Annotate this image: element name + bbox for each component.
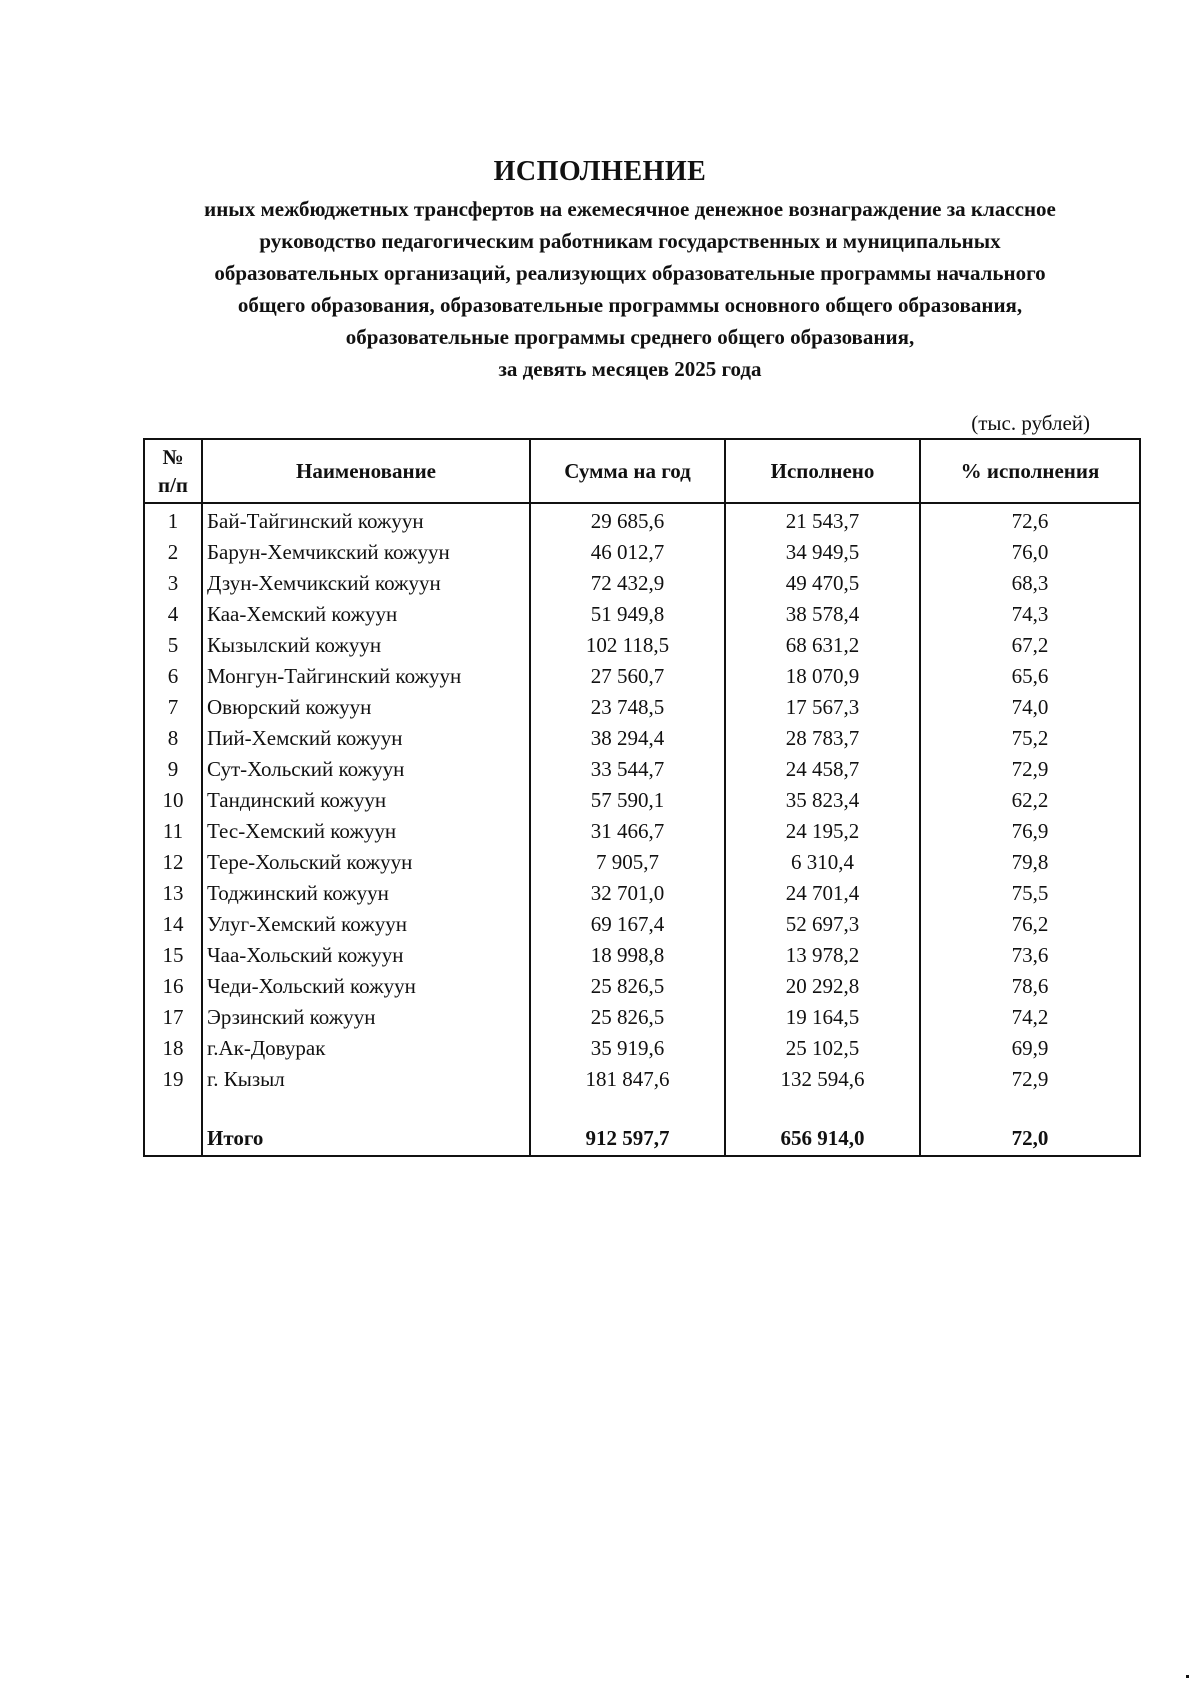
total-num-cell [144,1121,202,1156]
cell-executed: 49 470,5 [725,568,920,599]
cell-num: 17 [144,1002,202,1033]
table-row [144,971,1140,1002]
cell-percent: 73,6 [920,940,1140,971]
cell-executed: 68 631,2 [725,630,920,661]
table-row [144,723,1140,754]
cell-name: Тоджинский кожуун [202,878,530,909]
cell-num: 13 [144,878,202,909]
table-row [144,1002,1140,1033]
cell-percent: 79,8 [920,847,1140,878]
cell-num: 9 [144,754,202,785]
cell-executed: 34 949,5 [725,537,920,568]
table-row [144,909,1140,940]
cell-percent: 72,9 [920,1064,1140,1095]
cell-executed: 13 978,2 [725,940,920,971]
spacer-cell [530,1095,725,1121]
table-row [144,503,1140,537]
cell-num: 5 [144,630,202,661]
table-row [144,537,1140,568]
column-header-num-line2: п/п [157,473,189,497]
cell-year-sum: 7 905,7 [530,847,725,878]
table-spacer-row [144,1095,1140,1121]
cell-name: г. Кызыл [202,1064,530,1095]
spacer-cell [144,1095,202,1121]
cell-executed: 38 578,4 [725,599,920,630]
cell-year-sum: 32 701,0 [530,878,725,909]
cell-percent: 74,0 [920,692,1140,723]
subtitle-line: образовательных организаций, реализующих образовательные программы начального [214,261,1046,285]
document-subtitle [130,193,1130,385]
total-label: Итого [202,1121,530,1156]
table-row [144,816,1140,847]
cell-executed: 17 567,3 [725,692,920,723]
cell-name: Чаа-Хольский кожуун [202,940,530,971]
cell-percent: 76,9 [920,816,1140,847]
cell-executed: 25 102,5 [725,1033,920,1064]
cell-year-sum: 181 847,6 [530,1064,725,1095]
total-year-sum: 912 597,7 [530,1121,725,1156]
cell-name: Каа-Хемский кожуун [202,599,530,630]
subtitle-line: иных межбюджетных трансфертов на ежемесячное денежное вознаграждение за классное [204,197,1056,221]
cell-num: 14 [144,909,202,940]
cell-year-sum: 51 949,8 [530,599,725,630]
cell-name: Монгун-Тайгинский кожуун [202,661,530,692]
cell-num: 11 [144,816,202,847]
cell-year-sum: 27 560,7 [530,661,725,692]
cell-num: 3 [144,568,202,599]
cell-percent: 76,2 [920,909,1140,940]
cell-percent: 75,2 [920,723,1140,754]
cell-percent: 75,5 [920,878,1140,909]
cell-percent: 74,3 [920,599,1140,630]
units-note: (тыс. рублей) [971,411,1090,435]
subtitle-line: общего образования, образовательные программы основного общего образования, [237,293,1023,317]
table-row [144,568,1140,599]
table-row [144,754,1140,785]
cell-num: 19 [144,1064,202,1095]
cell-name: Тандинский кожуун [202,785,530,816]
column-header-num-line1: № [162,445,184,469]
cell-executed: 28 783,7 [725,723,920,754]
cell-name: Барун-Хемчикский кожуун [202,537,530,568]
cell-year-sum: 25 826,5 [530,971,725,1002]
cell-name: Эрзинский кожуун [202,1002,530,1033]
spacer-cell [920,1095,1140,1121]
cell-percent: 62,2 [920,785,1140,816]
cell-name: Чеди-Хольский кожуун [202,971,530,1002]
cell-percent: 67,2 [920,630,1140,661]
cell-name: Овюрский кожуун [202,692,530,723]
cell-name: Улуг-Хемский кожуун [202,909,530,940]
cell-name: Дзун-Хемчикский кожуун [202,568,530,599]
cell-year-sum: 35 919,6 [530,1033,725,1064]
table-row [144,599,1140,630]
cell-name: Кызылский кожуун [202,630,530,661]
table-row [144,1064,1140,1095]
cell-year-sum: 38 294,4 [530,723,725,754]
table-row [144,630,1140,661]
column-header-year-sum: Сумма на год [530,439,725,503]
cell-executed: 21 543,7 [725,503,920,537]
table-row [144,878,1140,909]
cell-executed: 52 697,3 [725,909,920,940]
cell-executed: 24 195,2 [725,816,920,847]
cell-num: 4 [144,599,202,630]
table-row [144,785,1140,816]
cell-percent: 72,6 [920,503,1140,537]
cell-year-sum: 25 826,5 [530,1002,725,1033]
cell-executed: 35 823,4 [725,785,920,816]
cell-year-sum: 69 167,4 [530,909,725,940]
cell-num: 8 [144,723,202,754]
subtitle-line: руководство педагогическим работникам государственных и муниципальных [259,229,1001,253]
cell-num: 2 [144,537,202,568]
table-body [144,503,1140,1156]
cell-year-sum: 23 748,5 [530,692,725,723]
cell-executed: 24 458,7 [725,754,920,785]
cell-percent: 76,0 [920,537,1140,568]
cell-name: Тере-Хольский кожуун [202,847,530,878]
cell-percent: 72,9 [920,754,1140,785]
subtitle-line: образовательные программы среднего общего образования, [345,325,915,349]
total-executed: 656 914,0 [725,1121,920,1156]
cell-percent: 74,2 [920,1002,1140,1033]
cell-name: Пий-Хемский кожуун [202,723,530,754]
table-row [144,847,1140,878]
cell-num: 10 [144,785,202,816]
scan-speck [1186,1675,1189,1678]
table-row [144,940,1140,971]
cell-name: Тес-Хемский кожуун [202,816,530,847]
report-table [143,438,1141,1157]
table-row [144,1033,1140,1064]
column-header-name: Наименование [202,439,530,503]
table-row [144,692,1140,723]
cell-year-sum: 72 432,9 [530,568,725,599]
cell-year-sum: 102 118,5 [530,630,725,661]
cell-num: 15 [144,940,202,971]
cell-percent: 78,6 [920,971,1140,1002]
column-header-executed: Исполнено [725,439,920,503]
cell-year-sum: 33 544,7 [530,754,725,785]
cell-num: 6 [144,661,202,692]
cell-executed: 18 070,9 [725,661,920,692]
cell-num: 16 [144,971,202,1002]
cell-num: 7 [144,692,202,723]
cell-num: 18 [144,1033,202,1064]
cell-num: 1 [144,503,202,537]
cell-executed: 132 594,6 [725,1064,920,1095]
column-header-percent: % исполнения [920,439,1140,503]
cell-executed: 24 701,4 [725,878,920,909]
cell-year-sum: 57 590,1 [530,785,725,816]
table-header-row [144,439,1140,503]
cell-name: Сут-Хольский кожуун [202,754,530,785]
cell-year-sum: 31 466,7 [530,816,725,847]
spacer-cell [725,1095,920,1121]
cell-year-sum: 46 012,7 [530,537,725,568]
table-row [144,661,1140,692]
cell-year-sum: 29 685,6 [530,503,725,537]
table-total-row [144,1121,1140,1156]
column-header-num [144,439,202,503]
spacer-cell [202,1095,530,1121]
total-percent: 72,0 [920,1121,1140,1156]
cell-name: г.Ак-Довурак [202,1033,530,1064]
cell-name: Бай-Тайгинский кожуун [202,503,530,537]
cell-percent: 68,3 [920,568,1140,599]
cell-percent: 65,6 [920,661,1140,692]
cell-year-sum: 18 998,8 [530,940,725,971]
cell-executed: 19 164,5 [725,1002,920,1033]
subtitle-line: за девять месяцев 2025 года [498,357,762,381]
document-title: ИСПОЛНЕНИЕ [493,156,707,187]
cell-percent: 69,9 [920,1033,1140,1064]
cell-executed: 20 292,8 [725,971,920,1002]
cell-executed: 6 310,4 [725,847,920,878]
cell-num: 12 [144,847,202,878]
